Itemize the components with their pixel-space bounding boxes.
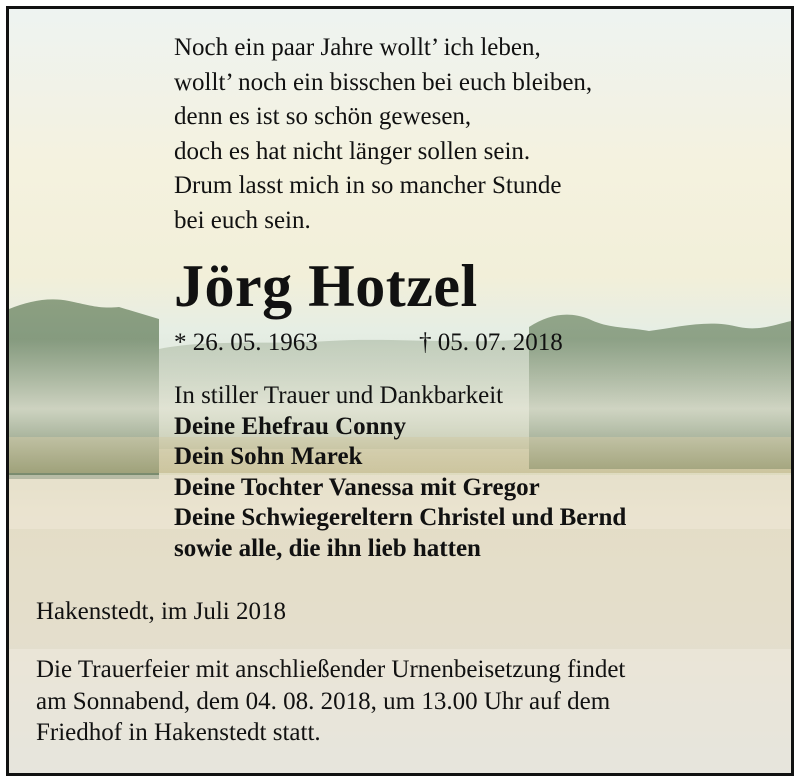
mourners-list	[174, 381, 626, 564]
mourner-entry: sowie alle, die ihn lieb hatten	[174, 534, 481, 562]
mourner-entry: Deine Ehefrau Conny	[174, 412, 406, 440]
place-and-date: Hakenstedt, im Juli 2018	[36, 598, 286, 625]
ceremony-line: Friedhof in Hakenstedt statt.	[36, 719, 321, 746]
mourner-entry: Dein Sohn Marek	[174, 443, 363, 470]
ceremony-notice	[36, 654, 625, 749]
obituary-card	[6, 6, 794, 776]
poem-line: doch es hat nicht länger sollen sein.	[174, 137, 531, 165]
poem-line: bei euch sein.	[174, 206, 311, 234]
ceremony-line: am Sonnabend, dem 04. 08. 2018, um 13.00 Uhr auf dem	[36, 687, 611, 715]
poem-line: Drum lasst mich in so mancher Stunde	[174, 172, 562, 199]
poem-line: denn es ist so schön gewesen,	[174, 103, 472, 130]
life-dates	[174, 329, 563, 357]
poem-line: Noch ein paar Jahre wollt’ ich leben,	[174, 34, 541, 61]
mourner-entry: Deine Schwiegereltern Christel und Bernd	[174, 504, 627, 531]
ceremony-line: Die Trauerfeier mit anschließender Urnenbeisetzung findet	[36, 656, 626, 683]
birth-date: * 26. 05. 1963	[174, 329, 318, 356]
poem	[174, 31, 592, 238]
death-date: † 05. 07. 2018	[419, 329, 563, 356]
mourner-entry: Deine Tochter Vanessa mit Gregor	[174, 473, 540, 501]
mourners-intro: In stiller Trauer und Dankbarkeit	[174, 382, 504, 409]
text-layer	[9, 9, 791, 773]
poem-line: wollt’ noch ein bisschen bei euch bleiben,	[174, 68, 593, 96]
deceased-name: Jörg Hotzel	[174, 253, 478, 319]
